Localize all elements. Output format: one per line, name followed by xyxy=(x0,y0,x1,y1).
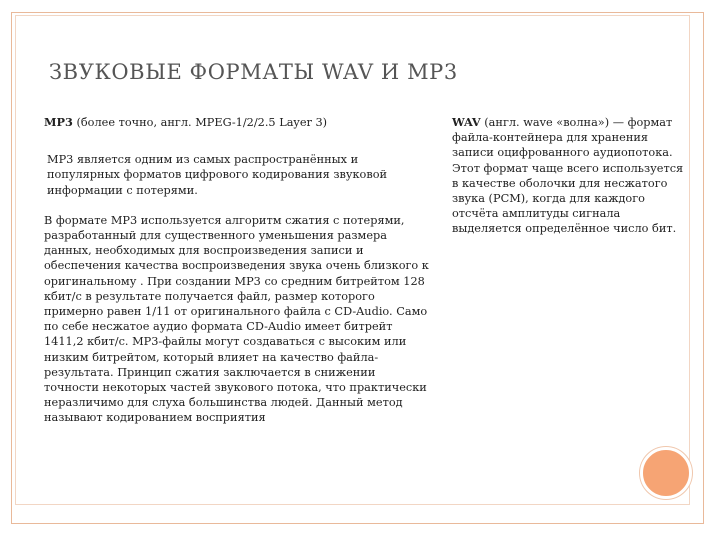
mp3-definition xyxy=(44,115,429,130)
mp3-term: MP3 xyxy=(44,115,73,129)
wav-text-column xyxy=(452,115,684,237)
mp3-popularity-paragraph: MP3 является одним из самых распространённых и популярных форматов цифрового кодирования звуковой информации с потерями. xyxy=(47,153,388,197)
decorative-orange-circle xyxy=(640,447,692,499)
wav-term: WAV xyxy=(452,115,481,129)
slide-title: ЗВУКОВЫЕ ФОРМАТЫ WAV И MP3 xyxy=(49,60,458,84)
wav-definition xyxy=(452,115,684,237)
mp3-compression-paragraph: В формате MP3 используется алгоритм сжатия с потерями, разработанный для существенного уменьшения размера данных, необходимых для воспроизведения записи и обеспечения качества воспроизведения звука очень близкого к оригинальному . При создании MP3 со средним битрейтом 128 кбит/с в результате получается файл, размер которого примерно равен 1/11 от оригинального файла с CD-Audio. Само по себе несжатое аудио формата CD-Audio имеет битрейт 1411,2 кбит/с. MP3-файлы могут создаваться с высоким или низким битрейтом, который влияет на качество файла-результата. Принцип сжатия заключается в снижении точности некоторых частей звукового потока, что практически неразличимо для слуха большинства людей. Данный метод называют кодированием восприятия xyxy=(44,213,429,425)
mp3-text-column xyxy=(44,115,429,426)
wav-definition-rest: (англ. wave «волна») — формат файла-контейнера для хранения записи оцифрованного аудиопотока. Этот формат чаще всего используется в качестве оболочки для несжатого звука (PCM), когда для каждого отсчёта амплитуды сигнала выделяется определённое число бит. xyxy=(452,116,684,236)
mp3-definition-rest: (более точно, англ. MPEG-1/2/2.5 Layer 3) xyxy=(72,116,328,129)
